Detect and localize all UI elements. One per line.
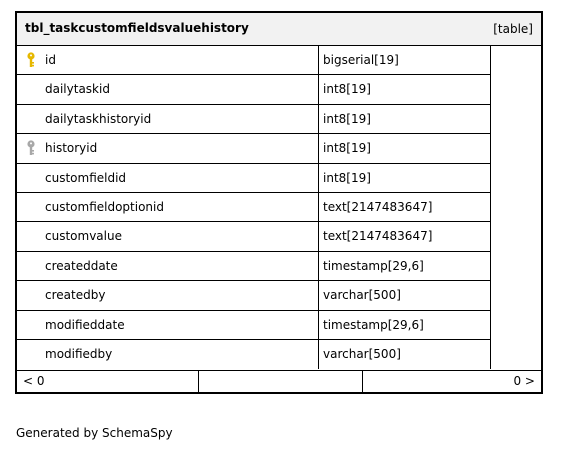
column-name: dailytaskhistoryid [45, 111, 152, 126]
column-name-cell [17, 75, 319, 103]
column-type: text[2147483647] [323, 229, 433, 244]
column-name: historyid [45, 141, 98, 156]
column-name-cell [17, 252, 319, 280]
column-name: id [45, 53, 56, 67]
table-footer [17, 370, 541, 392]
footer-right-cell [363, 371, 541, 392]
table-row[interactable] [17, 164, 491, 193]
table-row[interactable] [17, 105, 491, 134]
column-name-cell [17, 105, 319, 133]
column-name-cell [17, 46, 319, 74]
column-name: customfieldid [45, 170, 127, 185]
column-type: timestamp[29,6] [323, 317, 424, 332]
table-box [15, 11, 543, 394]
table-row[interactable] [17, 222, 491, 251]
generated-by-note: Generated by SchemaSpy [16, 426, 173, 440]
table-row[interactable] [17, 281, 491, 310]
column-type: bigserial[19] [323, 53, 399, 67]
column-name-cell [17, 134, 319, 162]
column-name-cell [17, 281, 319, 309]
column-type: int8[19] [323, 82, 371, 97]
column-type: varchar[500] [323, 346, 401, 361]
table-name: tbl_taskcustomfieldsvaluehistory [25, 21, 249, 35]
column-type: timestamp[29,6] [323, 258, 424, 273]
column-type: text[2147483647] [323, 199, 433, 214]
column-name: dailytaskid [45, 82, 110, 97]
column-name-cell [17, 340, 319, 369]
parent-count[interactable]: < 0 [23, 374, 45, 388]
primary-key-icon [26, 52, 36, 68]
column-name: createdby [45, 288, 106, 303]
column-type: int8[19] [323, 141, 371, 156]
table-header [17, 13, 541, 46]
column-name: customfieldoptionid [45, 199, 164, 214]
column-list [17, 46, 491, 369]
foreign-key-icon [26, 140, 36, 156]
table-row[interactable] [17, 252, 491, 281]
table-row[interactable] [17, 340, 491, 369]
column-name: modifiedby [45, 346, 113, 361]
column-name-cell [17, 193, 319, 221]
table-row[interactable] [17, 75, 491, 104]
table-row[interactable] [17, 311, 491, 340]
table-row[interactable] [17, 46, 491, 75]
column-type: int8[19] [323, 170, 371, 185]
column-type: varchar[500] [323, 288, 401, 303]
column-name-cell [17, 164, 319, 192]
child-count[interactable]: 0 > [513, 374, 535, 388]
column-name: customvalue [45, 229, 122, 244]
column-name: modifieddate [45, 317, 125, 332]
footer-middle-cell [199, 371, 363, 392]
table-row[interactable] [17, 134, 491, 163]
footer-left-cell [17, 371, 199, 392]
table-row[interactable] [17, 193, 491, 222]
column-name-cell [17, 311, 319, 339]
column-name: createddate [45, 258, 118, 273]
table-kind: [table] [493, 22, 533, 36]
column-type: int8[19] [323, 111, 371, 126]
column-name-cell [17, 222, 319, 250]
